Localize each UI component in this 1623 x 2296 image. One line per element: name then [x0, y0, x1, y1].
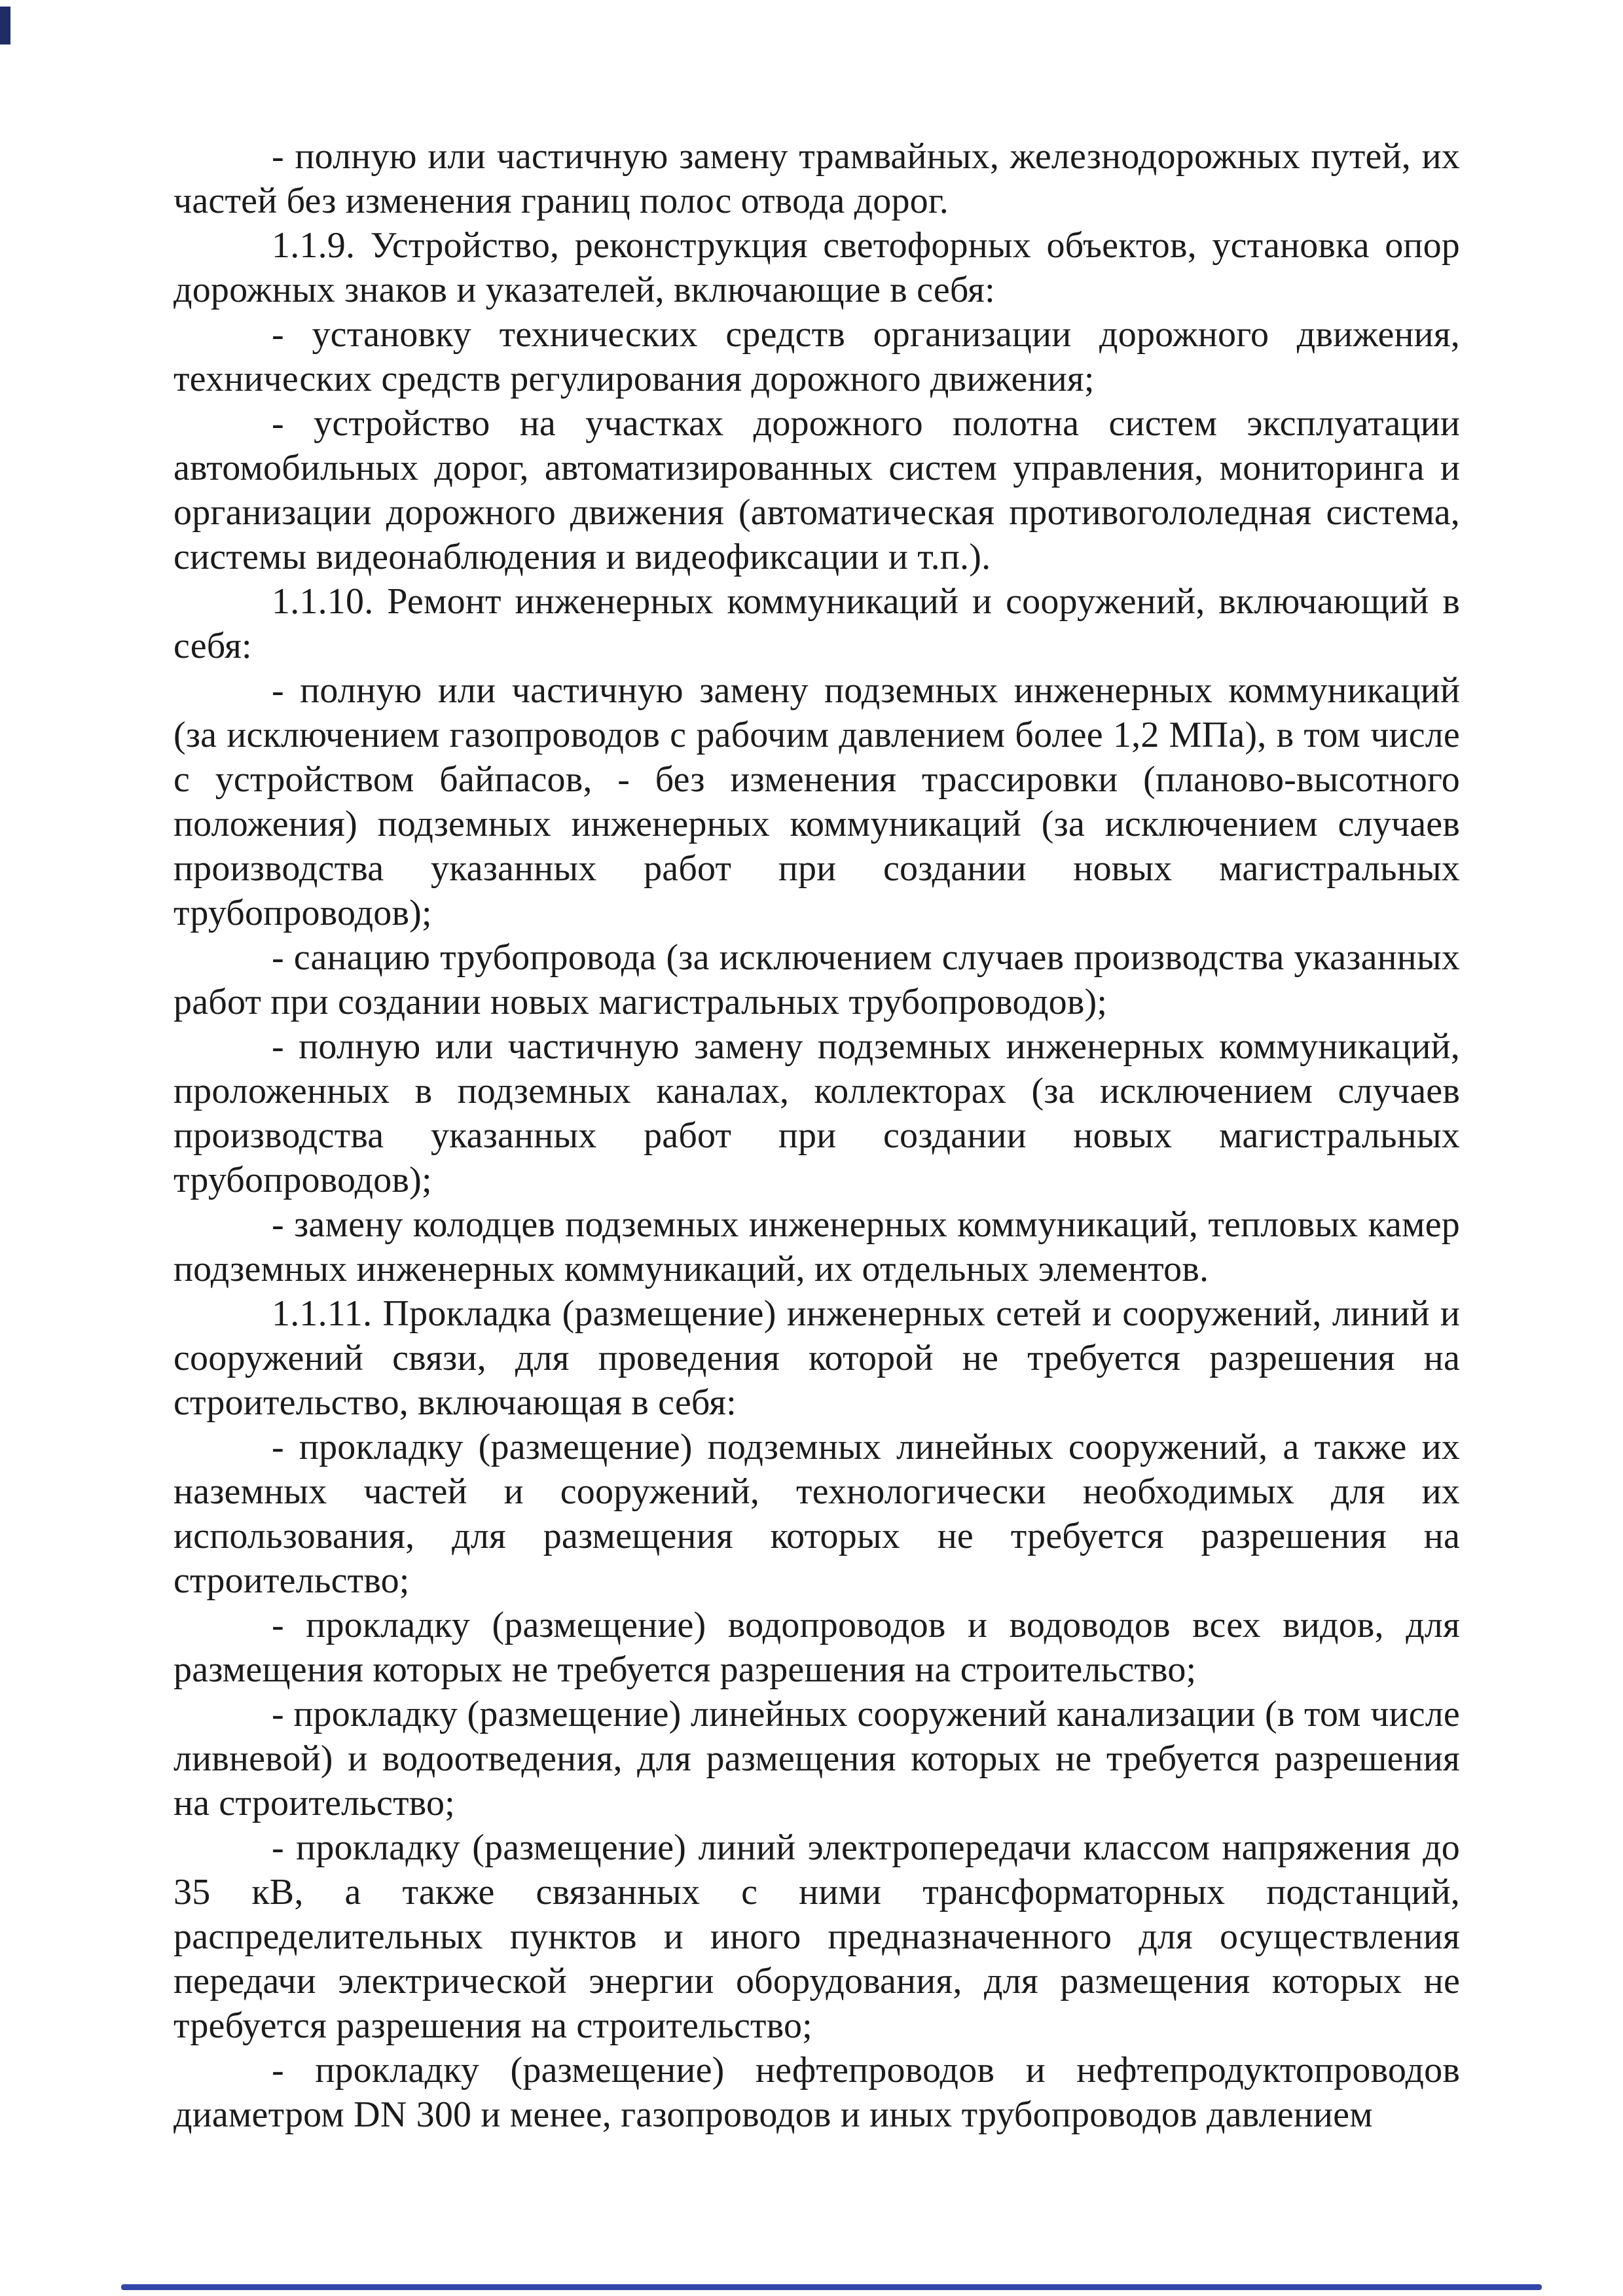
paragraph-clause-1-1-9: 1.1.9. Устройство, реконструкция светофорных объектов, установка опор дорожных знаков и указателей, включающие в себя: [173, 225, 1460, 310]
paragraph-list-item-wells-replacement: - замену колодцев подземных инженерных коммуникаций, тепловых камер подземных инженерных коммуникаций, их отдельных элементов. [173, 1204, 1460, 1289]
paragraph-list-item-water-pipelines: - прокладку (размещение) водопроводов и водоводов всех видов, для размещения которых не требуется разрешения на строительство; [173, 1605, 1460, 1690]
scan-artifact-bottom-edge [121, 2284, 1542, 2290]
paragraph-list-item-underground-utilities-replacement: - полную или частичную замену подземных инженерных коммуникаций (за исключением газопроводов с рабочим давлением более 1,2 МПа), в том числе с устройством байпасов, - без изменения трассировки (планово-высотного положения) подземных инженерных коммуникаций (за исключением случаев производства указанных работ при создании новых магистральных трубопроводов); [173, 670, 1460, 933]
paragraph-clause-1-1-11: 1.1.11. Прокладка (размещение) инженерных сетей и сооружений, линий и сооружений связи, для проведения которой не требуется разрешения на строительство, включающая в себя: [173, 1293, 1460, 1423]
paragraph-list-item-pipeline-sanation: - санацию трубопровода (за исключением случаев производства указанных работ при создании новых магистральных трубопроводов); [173, 937, 1460, 1022]
paragraph-list-item-utilities-in-collectors: - полную или частичную замену подземных инженерных коммуникаций, проложенных в подземных каналах, коллекторах (за исключением случаев производства указанных работ при создании новых магистральных трубопроводов); [173, 1026, 1460, 1200]
paragraph-list-item-underground-linear-structures: - прокладку (размещение) подземных линейных сооружений, а также их наземных частей и сооружений, технологически необходимых для их использования, для размещения которых не требуется разрешения на строительство; [173, 1427, 1460, 1601]
paragraph-list-item-power-lines: - прокладку (размещение) линий электропередачи классом напряжения до 35 кВ, а также связанных с ними трансформаторных подстанций, распределительных пунктов и иного предназначенного для осуществления передачи электрической энергии оборудования, для размещения которых не требуется разрешения на строительство; [173, 1827, 1460, 2046]
paragraph-list-item-road-systems: - устройство на участках дорожного полотна систем эксплуатации автомобильных дорог, автоматизированных систем управления, мониторинга и организации дорожного движения (автоматическая противогололедная система, системы видеонаблюдения и видеофиксации и т.п.). [173, 403, 1460, 577]
document-body [173, 134, 1460, 2137]
paragraph-clause-1-1-10: 1.1.10. Ремонт инженерных коммуникаций и сооружений, включающий в себя: [173, 581, 1460, 666]
scan-artifact-top-left [0, 7, 10, 45]
paragraph-list-item-oil-pipelines: - прокладку (размещение) нефтепроводов и нефтепродуктопроводов диаметром DN 300 и менее, газопроводов и иных трубопроводов давлением [173, 2050, 1460, 2135]
paragraph-list-item-traffic-devices: - установку технических средств организации дорожного движения, технических средств регулирования дорожного движения; [173, 314, 1460, 399]
paragraph-list-item-tram-tracks: - полную или частичную замену трамвайных, железнодорожных путей, их частей без изменения границ полос отвода дорог. [173, 136, 1460, 221]
paragraph-list-item-sewerage: - прокладку (размещение) линейных сооружений канализации (в том числе ливневой) и водоотведения, для размещения которых не требуется разрешения на строительство; [173, 1694, 1460, 1823]
